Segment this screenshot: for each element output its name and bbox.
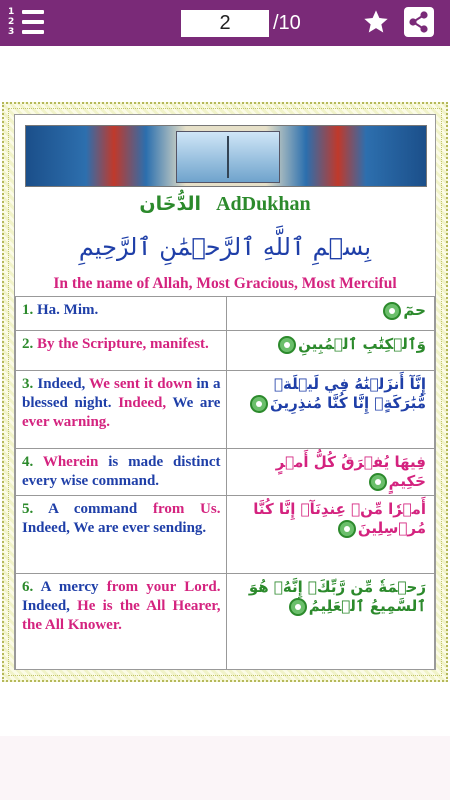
translation-segment: from your Lord.: [106, 579, 221, 595]
surah-title: [15, 193, 435, 233]
verse-number: 3.: [22, 376, 38, 392]
translation-segment: Ha. Mim.: [37, 302, 99, 318]
verses-table: [15, 296, 435, 670]
verse-end-marker-icon: [278, 336, 296, 354]
verse-translation: [16, 371, 227, 449]
page-total-label: /10: [273, 12, 301, 34]
translation-segment: We are: [166, 395, 221, 411]
translation-segment: in a blessed night.: [22, 376, 221, 411]
verse-arabic: [227, 331, 435, 371]
verse-row[interactable]: [16, 574, 435, 670]
page-frame: [2, 102, 448, 682]
surah-english-title: AdDukhan: [216, 193, 311, 215]
arabic-segment: فِيهَا يُفۡرَقُ كُلُّ أَمۡرٍ حَكِيمٍ: [275, 453, 426, 490]
arabic-segment: حمٓ: [403, 301, 426, 319]
menu-line-icon: [22, 20, 44, 24]
translation-segment: Wherein: [42, 454, 99, 470]
verse-end-marker-icon: [250, 395, 268, 413]
share-icon: [404, 7, 434, 37]
translation-segment: is made distinct every wise command.: [22, 454, 221, 489]
share-button[interactable]: [404, 7, 434, 37]
translation-segment: from Us.: [152, 501, 221, 517]
verse-translation: [16, 574, 227, 670]
bottom-blank-area: [0, 736, 450, 800]
verse-end-marker-icon: [289, 598, 307, 616]
translation-segment: Indeed, We are ever sending.: [22, 520, 207, 536]
verse-row[interactable]: [16, 496, 435, 574]
verse-row[interactable]: [16, 331, 435, 371]
verse-number: 5.: [22, 501, 49, 517]
verse-arabic: [227, 496, 435, 574]
arabic-segment: رَحۡمَةٗ مِّن رَّبِّكَۚ إِنَّهُۥ هُوَ ٱلسَّمِيعُ ٱلۡعَلِيمُ: [248, 578, 426, 615]
translation-segment: We sent it down: [89, 376, 193, 392]
verse-translation: [16, 297, 227, 331]
translation-segment: Indeed,: [118, 395, 167, 411]
translation-segment: A mercy: [40, 579, 107, 595]
verse-translation: [16, 449, 227, 496]
bismillah-translation: In the name of Allah, Most Gracious, Most Merciful: [53, 275, 397, 292]
verse-list-menu-button[interactable]: [8, 6, 48, 40]
bismillah-arabic: بِسۡمِ ٱللَّهِ ٱلرَّحۡمَٰنِ ٱلرَّحِيمِ: [78, 233, 372, 261]
translation-segment: Indeed,: [22, 598, 78, 614]
translation-segment: the All Knower.: [22, 617, 122, 633]
decorative-banner: [25, 125, 427, 187]
verse-number: 6.: [22, 579, 41, 595]
translation-segment: Indeed,: [37, 376, 90, 392]
verse-end-marker-icon: [383, 302, 401, 320]
translation-segment: A command: [48, 501, 153, 517]
arabic-segment: أَمۡرٗا مِّنۡ عِندِنَآۚ إِنَّا كُنَّا مُرۡسِلِينَ: [253, 500, 426, 537]
verse-row[interactable]: [16, 449, 435, 496]
surah-arabic-title: الدُّخَان: [139, 193, 202, 215]
open-book-image: [176, 131, 280, 183]
verse-arabic: [227, 574, 435, 670]
arabic-segment: إِنَّآ أَنزَلۡنَٰهُ فِي لَيۡلَةٖ مُّبَٰرَكَةٍۚ إِنَّا كُنَّا مُنذِرِينَ: [270, 375, 426, 412]
numbered-list-icon: 1 2 3: [8, 7, 15, 37]
verse-number: 1.: [22, 302, 37, 318]
verse-arabic: [227, 371, 435, 449]
translation-segment: ever warning.: [22, 414, 111, 430]
verse-number: 4.: [22, 454, 43, 470]
app-bar: [0, 0, 450, 46]
verse-row[interactable]: [16, 297, 435, 331]
verse-end-marker-icon: [338, 520, 356, 538]
translation-segment: By the Scripture, manifest.: [37, 336, 209, 352]
verse-row[interactable]: [16, 371, 435, 449]
verse-arabic: [227, 297, 435, 331]
verse-number: 2.: [22, 336, 37, 352]
arabic-segment: وَٱلۡكِتَٰبِ ٱلۡمُبِينِ: [298, 335, 426, 353]
page-content: [14, 114, 436, 670]
menu-line-icon: [22, 30, 44, 34]
favorite-star-icon[interactable]: [362, 8, 390, 36]
verse-end-marker-icon: [369, 473, 387, 491]
page-number-input[interactable]: 2: [181, 10, 269, 37]
verse-translation: [16, 331, 227, 371]
menu-line-icon: [22, 10, 44, 14]
verse-arabic: [227, 449, 435, 496]
translation-segment: He is the All Hearer,: [77, 598, 221, 614]
verse-translation: [16, 496, 227, 574]
